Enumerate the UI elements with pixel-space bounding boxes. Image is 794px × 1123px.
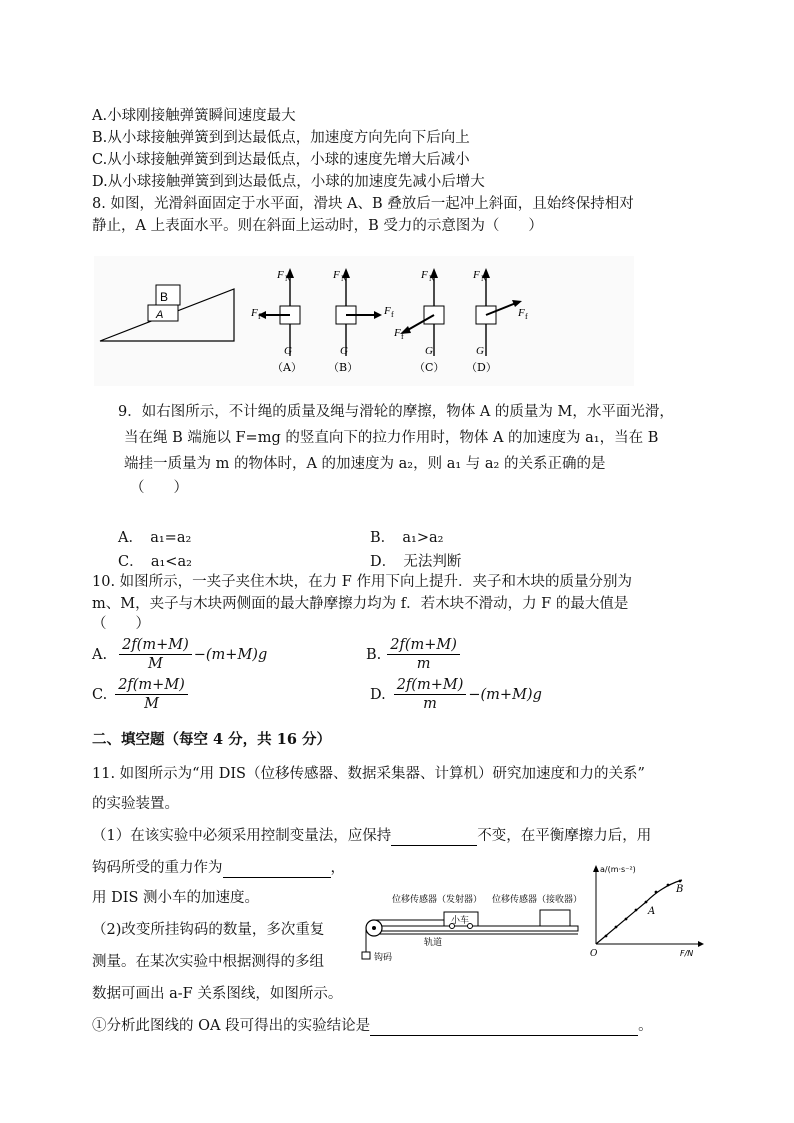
svg-text:f: f xyxy=(401,332,404,341)
q11-part-2-line-1: （2)改变所挂钩码的数量，多次重复 xyxy=(92,922,325,938)
q9-paren: （ ） xyxy=(130,480,188,496)
svg-text:N: N xyxy=(429,274,435,283)
q11-line-1: 11. 如图所示为“用 DIS（位移传感器、数据采集器、计算机）研究加速度和力的关系” xyxy=(92,766,645,782)
q10-line-2: m、M，夹子与木块两侧面的最大静摩擦力均为 f．若木块不滑动，力 F 的最大值是 xyxy=(92,596,629,612)
q11-part-1-end: 用 DIS 测小车的加速度。 xyxy=(92,890,260,906)
answer-blank-1[interactable] xyxy=(391,829,477,846)
x-axis-label: F/N xyxy=(680,949,694,958)
track-label: 轨道 xyxy=(424,938,443,948)
q11-part-1: （1）在该实验中必须采用控制变量法，应保持 不变，在平衡摩擦力后，用 xyxy=(92,828,652,844)
y-axis-label: a/(m·s⁻²) xyxy=(600,865,636,874)
q11-line-2: 的实验装置。 xyxy=(92,796,179,812)
fraction: $\frac{2f(m+M)}{m}$ xyxy=(394,676,467,713)
point-b-label: B xyxy=(676,884,684,895)
q7-option-c: C.从小球接触弹簧到到达最低点，小球的速度先增大后减小 xyxy=(92,152,470,168)
svg-text:（B）: （B） xyxy=(328,361,359,374)
fraction: $\frac{2f(m+M)}{M}$ xyxy=(115,676,188,713)
q11-part-2-line-2: 测量。在某次实验中根据测得的多组 xyxy=(92,954,324,970)
a-f-graph xyxy=(590,862,710,958)
q10-option-c: C. $\frac{2f(m+M)}{M}$ xyxy=(92,676,190,713)
q9-option-b: B． a₁>a₂ xyxy=(370,530,444,546)
fraction: $\frac{2f(m+M)}{m}$ xyxy=(387,636,460,673)
fraction: $\frac{2f(m+M)}{M}$ xyxy=(119,636,192,673)
svg-text:F: F xyxy=(251,307,258,319)
q9-line-2: 当在绳 B 端施以 F=mg 的竖直向下的拉力作用时，物体 A 的加速度为 a₁，当在 B xyxy=(124,430,659,446)
svg-text:F: F xyxy=(421,269,428,281)
svg-text:F: F xyxy=(277,269,284,281)
q8-line-2: 静止，A 上表面水平。则在斜面上运动时，B 受力的示意图为（ ） xyxy=(92,218,543,234)
cart-label: 小车 xyxy=(451,916,470,926)
block-b-label: B xyxy=(160,290,169,304)
svg-text:f: f xyxy=(258,312,261,321)
svg-text:G: G xyxy=(284,345,292,357)
svg-text:G: G xyxy=(425,345,433,357)
q9-option-c: C． a₁<a₂ xyxy=(118,554,192,570)
svg-text:F: F xyxy=(333,269,340,281)
point-a-label: A xyxy=(648,906,656,917)
svg-text:（D）: （D） xyxy=(466,361,497,374)
answer-blank-3[interactable] xyxy=(370,1019,638,1036)
sensor-transmitter-label: 位移传感器（发射器） xyxy=(392,895,483,905)
svg-text:F: F xyxy=(473,269,480,281)
svg-text:N: N xyxy=(285,274,291,283)
q11-part-1-cont: 钩码所受的重力作为 ， xyxy=(92,860,345,876)
dis-apparatus-diagram xyxy=(362,888,582,968)
q9-option-a: A． a₁=a₂ xyxy=(118,530,192,546)
svg-text:N: N xyxy=(341,274,347,283)
svg-text:（C）: （C） xyxy=(414,361,445,374)
q11-part-3: ①分析此图线的 OA 段可得出的实验结论是 。 xyxy=(92,1018,653,1034)
section-2-title: 二、填空题（每空 4 分，共 16 分） xyxy=(92,731,331,748)
q10-paren: （ ） xyxy=(92,616,150,632)
block-a-label: A xyxy=(156,309,164,321)
origin-label: O xyxy=(590,949,598,959)
svg-text:F: F xyxy=(384,305,391,317)
svg-text:G: G xyxy=(340,345,348,357)
svg-text:F: F xyxy=(518,307,525,319)
svg-text:（A）: （A） xyxy=(272,361,302,374)
svg-text:f: f xyxy=(525,312,528,321)
q9-line-1: 9．如右图所示，不计绳的质量及绳与滑轮的摩擦，物体 A 的质量为 M，水平面光滑， xyxy=(118,404,674,420)
q7-option-b: B.从小球接触弹簧到到达最低点，加速度方向先向下后向上 xyxy=(92,130,470,146)
svg-text:F: F xyxy=(394,327,401,339)
q7-option-a: A.小球刚接触弹簧瞬间速度最大 xyxy=(92,108,296,124)
weight-label: 钩码 xyxy=(374,953,393,963)
svg-text:f: f xyxy=(391,310,394,319)
q11-part-2-line-3: 数据可画出 a-F 关系图线，如图所示。 xyxy=(92,986,343,1002)
q10-option-d: D. $\frac{2f(m+M)}{m}$ −(m+M)g xyxy=(370,677,542,712)
q9-line-3: 端挂一质量为 m 的物体时，A 的加速度为 a₂，则 a₁ 与 a₂ 的关系正确的是 xyxy=(124,456,606,472)
q8-force-diagram xyxy=(94,256,634,386)
q7-option-d: D.从小球接触弹簧到到达最低点，小球的加速度先减小后增大 xyxy=(92,174,485,190)
sensor-receiver-label: 位移传感器（接收器） xyxy=(492,895,583,905)
q10-line-1: 10. 如图所示，一夹子夹住木块，在力 F 作用下向上提升．夹子和木块的质量分别为 xyxy=(92,574,632,590)
q10-option-a: A. $\frac{2f(m+M)}{M}$ −(m+M)g xyxy=(92,637,268,672)
q9-option-d: D． 无法判断 xyxy=(370,554,462,570)
q10-option-b: B. $\frac{2f(m+M)}{m}$ xyxy=(366,636,462,673)
svg-text:N: N xyxy=(481,274,487,283)
answer-blank-2[interactable] xyxy=(223,861,331,878)
q8-line-1: 8. 如图，光滑斜面固定于水平面，滑块 A、B 叠放后一起冲上斜面，且始终保持相对 xyxy=(92,196,634,212)
svg-text:G: G xyxy=(476,345,484,357)
